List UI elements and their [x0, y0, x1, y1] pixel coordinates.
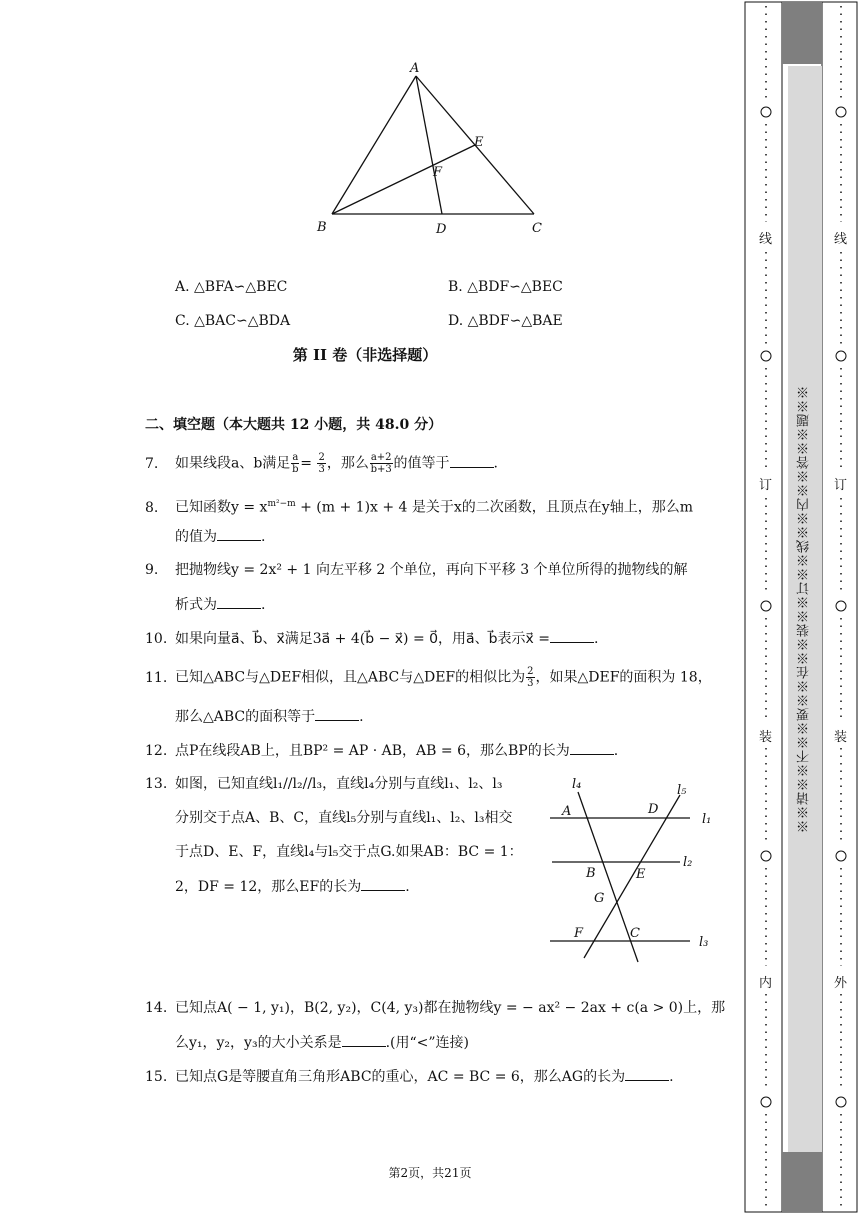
question-14-line2: 么y₁，y₂，y₃的大小关系是 .(用“<”连接) — [175, 1032, 469, 1053]
answer-blank[interactable] — [217, 594, 261, 609]
option-c: C. △BAC∽△BDA — [175, 313, 291, 329]
label-C: C — [630, 926, 640, 941]
question-text: 已知点G是等腰直角三角形ABC的重心，AC = BC = 6，那么AG的长为 — [175, 1069, 626, 1085]
label-l3: l₃ — [699, 935, 709, 950]
label-E: E — [636, 867, 646, 882]
binding-char-zhuang-outer: 装 — [834, 730, 848, 745]
binding-char-zhuang-inner: 装 — [759, 730, 773, 745]
answer-blank[interactable] — [315, 706, 359, 721]
option-b: B. △BDF∽△BEC — [448, 279, 563, 295]
question-14 — [145, 998, 725, 1018]
label-l1: l₁ — [702, 812, 712, 827]
question-text: 已知△ABC与△DEF相似，且△ABC与△DEF的相似比为 — [175, 669, 526, 686]
question-number: 12. — [145, 743, 168, 759]
binding-char-nei: 内 — [759, 976, 773, 991]
label-B: B — [586, 866, 596, 881]
question-11-line2: 那么△ABC的面积等于 . — [175, 706, 364, 727]
binding-char-ding-inner: 订 — [759, 478, 773, 493]
question-13 — [145, 774, 503, 794]
binding-char-wai: 外 — [834, 976, 848, 991]
fraction: $\frac{2}{3}$ — [318, 452, 325, 475]
answer-blank[interactable] — [550, 628, 594, 643]
answer-blank[interactable] — [570, 740, 614, 755]
label-G: G — [594, 891, 605, 906]
question-text: + (m + 1)x + 4 是关于x的二次函数，且顶点在y轴上，那么m — [295, 499, 693, 516]
question-15: 15. 已知点G是等腰直角三角形ABC的重心，AC = BC = 6，那么AG的长为 . — [145, 1066, 674, 1087]
label-A: A — [562, 804, 572, 819]
question-text: 如果线段a、b满足 — [175, 455, 291, 472]
binding-warning-strip — [788, 66, 822, 1152]
answer-blank[interactable] — [625, 1066, 669, 1081]
question-text: 如果向量a⃗、b⃗、x⃗满足3a⃗ + 4(b⃗ − x⃗) = 0⃗，用a⃗、b⃗表示x⃗ = — [175, 631, 550, 647]
label-l5: l₅ — [677, 783, 687, 798]
question-number: 8. — [145, 499, 159, 516]
part-heading: 二、填空题（本大题共 12 小题，共 48.0 分） — [145, 417, 443, 433]
question-number: 14. — [145, 1000, 168, 1016]
question-number: 7. — [145, 455, 159, 472]
question-number: 9. — [145, 562, 159, 578]
answer-blank[interactable] — [361, 876, 405, 891]
question-text: 把抛物线y = 2x² + 1 向左平移 2 个单位，再向下平移 3 个单位所得的抛物线的解 — [175, 562, 688, 578]
fraction: $\frac{2}{3}$ — [527, 666, 534, 689]
label-C: C — [532, 221, 542, 236]
triangle-figure — [300, 60, 560, 240]
label-l2: l₂ — [683, 855, 693, 870]
label-F: F — [574, 926, 584, 941]
question-9 — [145, 560, 688, 580]
binding-char-ding-outer: 订 — [834, 478, 848, 493]
question-13-line2: 分别交于点A、B、C，直线l₅分别与直线l₁、l₂、l₃相交 — [175, 810, 513, 826]
question-13-line3: 于点D、E、F，直线l₄与l₅交于点G.如果AB：BC = 1： — [175, 844, 523, 860]
fraction: $\frac{a+2}{b+3}$ — [370, 452, 392, 475]
page-footer: 第2页，共21页 — [388, 1166, 472, 1180]
answer-blank[interactable] — [217, 526, 261, 541]
question-text: 已知点A( − 1, y₁)，B(2, y₂)，C(4, y₃)都在抛物线y = − ax² − 2ax + c(a > 0)上，那 — [175, 1000, 726, 1016]
answer-blank[interactable] — [342, 1032, 386, 1047]
question-12: 12. 点P在线段AB上，且BP² = AP · AB，AB = 6，那么BP的长为 . — [145, 740, 618, 761]
question-text: 点P在线段AB上，且BP² = AP · AB，AB = 6，那么BP的长为 — [175, 743, 570, 759]
question-number: 15. — [145, 1069, 168, 1085]
label-E: E — [474, 135, 484, 150]
question-11 — [145, 666, 712, 689]
question-number: 13. — [145, 776, 168, 792]
question-text: 已知函数y = x — [175, 499, 268, 516]
exponent: m²−m — [267, 499, 296, 509]
question-number: 10. — [145, 631, 168, 647]
question-text: ，如果△DEF的面积为 18， — [535, 669, 712, 686]
label-l4: l₄ — [572, 777, 582, 792]
label-D: D — [648, 802, 659, 817]
question-13-line4: 2，DF = 12，那么EF的长为 . — [175, 876, 410, 897]
fraction: $\frac{a}{b}$ — [292, 452, 299, 475]
binding-warning-text: ※※请※※不※※要※※在※※装※※订※※线※※内※※答※※题※※ — [797, 385, 812, 833]
binding-char-xian-outer: 线 — [834, 232, 848, 247]
question-text: 如图，已知直线l₁//l₂//l₃，直线l₄分别与直线l₁、l₂、l₃ — [175, 776, 503, 792]
label-D: D — [436, 222, 447, 237]
label-A: A — [410, 61, 420, 76]
question-9-line2: 析式为 . — [175, 594, 265, 615]
question-8 — [145, 494, 693, 518]
option-a: A. △BFA∽△BEC — [175, 279, 288, 295]
label-F: F — [433, 165, 443, 180]
section-title: 第 II 卷（非选择题） — [292, 346, 438, 364]
option-d: D. △BDF∽△BAE — [448, 313, 563, 329]
parallel-lines-figure — [540, 770, 730, 970]
binding-char-xian-inner: 线 — [759, 232, 773, 247]
label-B: B — [317, 220, 327, 235]
answer-blank[interactable] — [450, 453, 494, 468]
question-7: 7. 如果线段a、b满足 $\frac{a}{b}$ = $\frac{2}{3}$ ，那么 $\frac{a+2}{b+3}$ 的值等于 . — [145, 452, 498, 475]
question-8-line2: 的值为 . — [175, 526, 265, 547]
question-number: 11. — [145, 669, 168, 686]
question-10: 10. 如果向量a⃗、b⃗、x⃗满足3a⃗ + 4(b⃗ − x⃗) = 0⃗，用a⃗、b⃗表示x⃗ = . — [145, 628, 598, 649]
